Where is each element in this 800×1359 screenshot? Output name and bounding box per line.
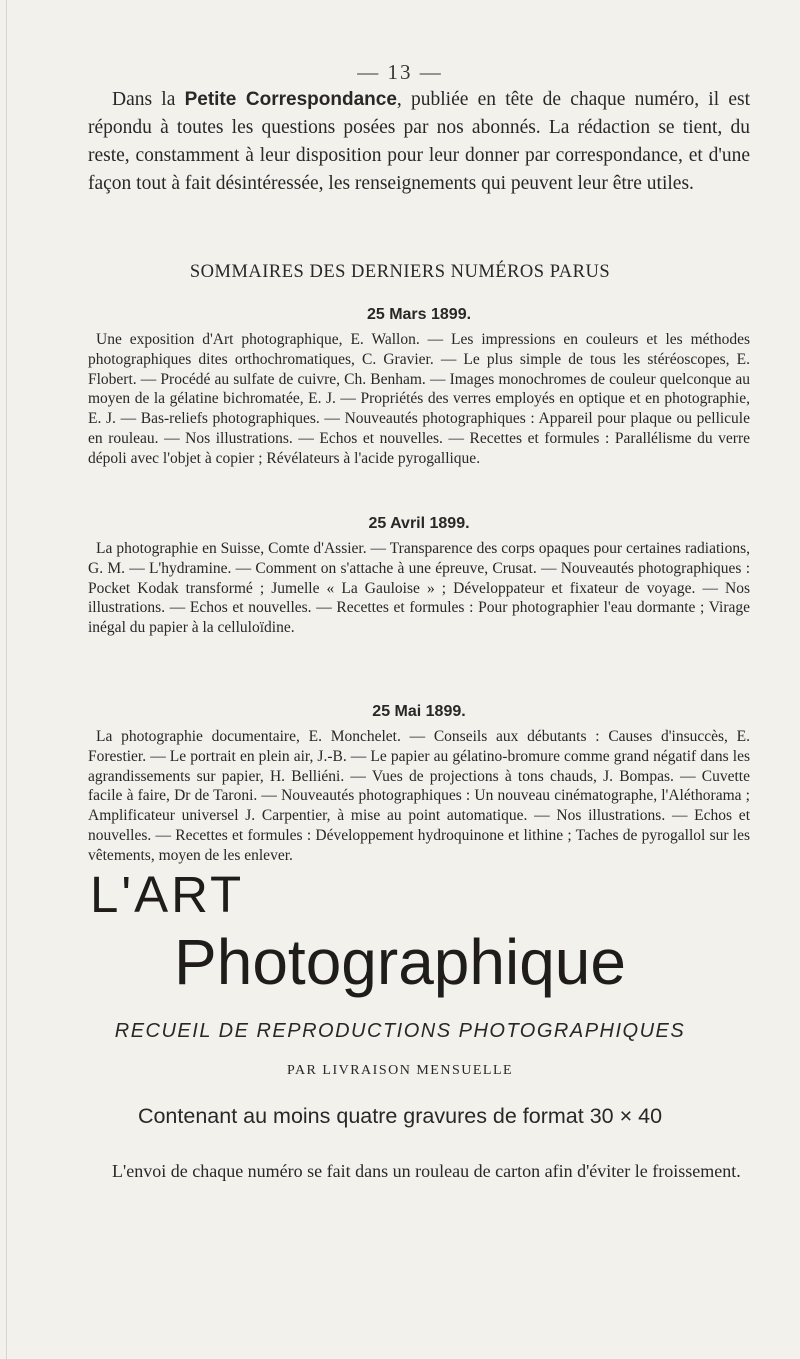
- issue-date: 25 Avril 1899.: [368, 515, 470, 532]
- summaries-heading: SOMMAIRES DES DERNIERS NUMÉROS PARUS: [189, 262, 611, 282]
- advert-title: L'ART: [90, 866, 245, 923]
- issue-summary: [88, 306, 750, 469]
- intro-paragraph: [88, 86, 750, 198]
- intro-brand: Petite Correspondance: [184, 89, 397, 110]
- intro-lead: Dans la: [112, 89, 185, 110]
- page-number: — 13 —: [357, 60, 443, 84]
- issue-date: 25 Mai 1899.: [372, 703, 466, 720]
- advert-tagline: RECUEIL DE REPRODUCTIONS PHOTOGRAPHIQUES: [114, 1020, 686, 1042]
- issue-summary: [88, 515, 750, 638]
- intro-text: , publiée en tête de chaque numéro, il est répondu à toutes les questions posées par nos abonnés. La rédaction se tient, du reste, constamment à leur disposition pour leur donner par correspondance, et d'une façon tout à fait désintéressée, les renseignements qui peuvent leur être utiles.: [88, 89, 750, 194]
- advert-frequency: PAR LIVRAISON MENSUELLE: [286, 1063, 514, 1078]
- advert-shipping-note: L'envoi de chaque numéro se fait dans un rouleau de carton afin d'éviter le froissement.: [112, 1161, 741, 1181]
- issue-text: Une exposition d'Art photographique, E. Wallon. — Les impressions en couleurs et les méthodes photographiques dites orthochromatiques, C. Gravier. — Le plus simple de tous les stéréoscopes, E. Flobert. — Procédé au sulfate de cuivre, Ch. Benham. — Images monochromes de couleur quelconque au moyen de la gélatine bichromatée, E. J. — Propriétés des verres employés en optique et en photographie, E. J. — Bas-reliefs photographiques. — Nouveautés photographiques : Appareil pour plaque ou pellicule en rouleau. — Nos illustrations. — Echos et nouvelles. — Recettes et formules : Parallélisme du verre dépoli avec l'objet à copier ; Révélateurs à l'acide pyrogallique.: [88, 331, 750, 467]
- page-margin-rule: [6, 0, 7, 1359]
- issue-text: La photographie documentaire, E. Monchelet. — Conseils aux débutants : Causes d'insuccès, E. Forestier. — Le portrait en plein air, J.-B. — Le papier au gélatino-bromure comme grand négatif dans les agrandissements sur papier, H. Belliéni. — Vues de projections à tons chauds, J. Bompas. — Cuvette facile à faire, Dr de Taroni. — Nouveautés photographiques : Un nouveau cinématographe, l'Aléthorama ; Amplificateur universel J. Carpentier, à mise au point automatique. — Nos illustrations. — Echos et nouvelles. — Recettes et formules : Développement hydroquinone et lithine ; Taches de pyrogallol sur les vêtements, moyen de les enlever.: [88, 728, 750, 864]
- issue-text: La photographie en Suisse, Comte d'Assier. — Transparence des corps opaques pour certaines radiations, G. M. — L'hydramine. — Comment on s'attache à une épreuve, Crusat. — Nouveautés photographiques : Pocket Kodak transformé ; Jumelle « La Gauloise » ; Développateur et fixateur de voyage. — Nos illustrations. — Echos et nouvelles. — Recettes et formules : Pour photographier l'eau dormante ; Virage inégal du papier à la celluloïdine.: [88, 540, 750, 637]
- advert-contents: Contenant au moins quatre gravures de format 30 × 40: [137, 1104, 663, 1128]
- issue-date: 25 Mars 1899.: [366, 306, 472, 323]
- issue-summary: [88, 703, 750, 866]
- advert-subtitle: Photographique: [174, 926, 626, 998]
